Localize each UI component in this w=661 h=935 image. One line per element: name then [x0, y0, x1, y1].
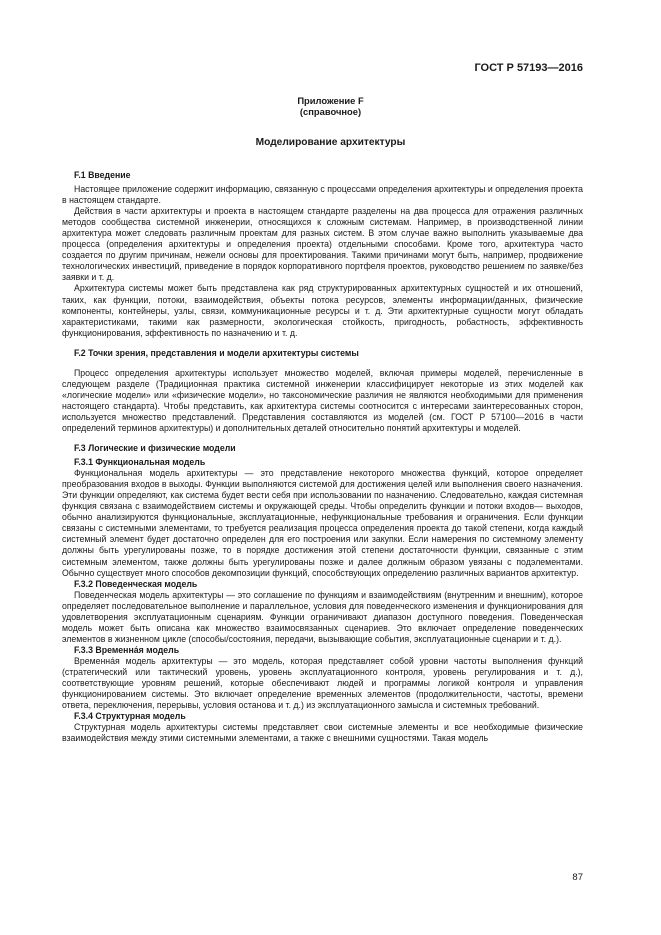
section-heading-f3: F.3 Логические и физические модели: [74, 443, 236, 454]
paragraph: Архитектура системы может быть представлена как ряд структурированных архитектурных сущностей и их отношений, таких, как функции, потоки, взаимодействия, объекты потока ресурсов, элементы информации/данных, физические компоненты, контейнеры, узлы, связи, коммуникационные ресурсы и т. д. Эти архитектурные сущности могут обладать характеристиками, такими как размерности, экологическая стойкость, пригодность, робастность, эффективность функционирования, эффективность по назначению и т. д.: [62, 283, 583, 338]
paragraph: Поведенческая модель архитектуры — это соглашение по функциям и взаимодействиям (внутренним и внешним), которое определяет последовательное выполнение и параллельное, условия для поведенческого изменения и функционирования для удовлетворения эксплуатационным сценариям. Функции ограничивают диапазон доступного поведения. Поведенческая модель может быть описана как множество взаимосвязанных сценариев. Это включает определение поведенческих элементов в жизненном цикле (способы/состояния, передачи, вызывающие события, эксплуатационные сценарии и т. д.).: [62, 589, 583, 644]
subsection-heading-f3-2: F.3.2 Поведенческая модель: [74, 578, 198, 589]
paragraph: Действия в части архитектуры и проекта в настоящем стандарте разделены на два процесса для отражения различных методов сообщества системной инженерии, относящихся к сложным системам. Например, в производственной линии архитектура может следовать различным проектам для разных систем. В этом случае важно выполнить указываемые два процесса (определения архитектуры и определения проекта) отдельными способами. Кроме того, архитектура часто создается по другим причинам, нежели основы для проектирования. Такими причинами могут быть, например, продвижение технологических инвестиций, приведение в порядок корпоративного портфеля проектов, руководство решением по заявке/без заявки и т. д.: [62, 206, 583, 283]
subsection-heading-f3-1: F.3.1 Функциональная модель: [74, 457, 206, 468]
appendix-title: Приложение F: [297, 95, 364, 106]
page-number: 87: [572, 872, 583, 883]
paragraph: Временна́я модель архитектуры — это модель, которая представляет собой уровни частоты выполнения функций (стратегический или тактический уровень, уровень эксплуатационного контроля, уровень регулирования и т. д.), соответствующие уровням решений, которые обеспечивают людей и программы логикой контроля и управления функционированием системы. Это включает определение временных элементов (продолжительности, частоты, времени ответа, переключения, перерывы, условия останова и т. д.) из эксплуатационного замысла и системных требований.: [62, 655, 583, 711]
section-heading-f1: F.1 Введение: [74, 170, 131, 180]
paragraph: Процесс определения архитектуры использует множество моделей, включая примеры моделей, перечисленные в следующем разделе (Традиционная практика системной инженерии классифицирует некоторые из этих моделей как «логические модели» или «физические модели», но таксономические различия не являются необходимыми для применения настоящего стандарта). Чтобы представить, как архитектура системы соотносится с интересами заинтересованных сторон, используется множество представлений. Представления составляются из моделей (см. ГОСТ Р 57100—2016 в части определений терминов архитектуры) и дополнительных деталей относительно понятий архитектуры и моделей.: [62, 367, 583, 433]
appendix-heading: Моделирование архитектуры: [255, 137, 406, 148]
appendix-status: (справочное): [299, 106, 362, 117]
appendix-header: [0, 95, 661, 117]
subsection-heading-f3-4: F.3.4 Структурная модель: [74, 711, 186, 722]
paragraph: Настоящее приложение содержит информацию, связанную с процессами определения архитектуры и определения проекта в настоящем стандарте.: [62, 184, 583, 206]
document-body: [62, 170, 583, 744]
paragraph: Структурная модель архитектуры системы представляет свои системные элементы и все необходимые физические взаимодействия между этими системными элементами, а также с внешними сущностями. Такая модель: [62, 722, 583, 744]
standard-designation: ГОСТ Р 57193—2016: [474, 62, 583, 74]
subsection-heading-f3-3: F.3.3 Временна́я модель: [74, 644, 180, 655]
paragraph: Функциональная модель архитектуры — это представление некоторого множества функций, которое определяет преобразования входов в выходы. Функции выполняются системой для достижения целей или выполнения своего назначения. Эти функции определяют, как система будет вести себя при использовании по назначению. Следовательно, каждая системная функция связана с взаимодействием системы и окружающей среды. Чтобы определить функции и потоки входов— выходов, обычно анализируются функциональные, эксплуатационные, нефункциональные требования и ограничения. Если функции связаны с системными элементами, то требуется реализация процесса определения проекта до такой степени, когда каждый системный элемент будет достаточно определен для его построения или закупки. Если намерения по системному элементу должны быть урегулированы позже, то в порядке достижения этой степени достаточности функции, связанные с этим системным элементом, также должны быть урегулированы позже и далее должным образом увязаны с подэлементами. Обычно существует много способов декомпозиции функций, способствующих определению различных вариантов архитектур.: [62, 468, 583, 578]
section-heading-f2: F.2 Точки зрения, представления и модели архитектуры системы: [74, 347, 359, 358]
